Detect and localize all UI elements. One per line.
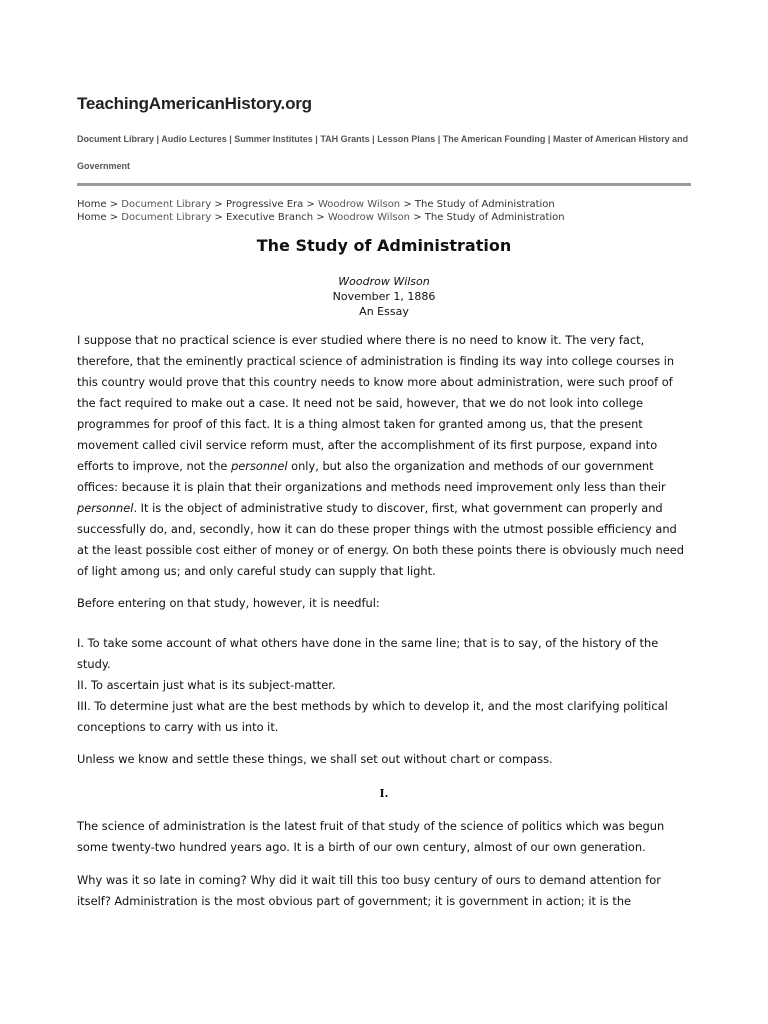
nav-lesson-plans[interactable]: Lesson Plans (377, 134, 436, 144)
breadcrumb-woodrow-wilson[interactable]: Woodrow Wilson (318, 199, 401, 210)
breadcrumb-executive-branch[interactable]: Executive Branch (225, 211, 314, 223)
list-item: III. To determine just what are the best methods by which to develop it, and the most clarifying political conceptions to carry with us into it. (77, 699, 668, 734)
nav-american-founding[interactable]: The American Founding (442, 134, 546, 144)
breadcrumb-document-library[interactable]: Document Library (121, 199, 212, 210)
paragraph: I suppose that no practical science is ever studied where there is no need to know it. The very fact, therefore, that the eminently practical science of administration is finding its way into college courses in this country would prove that this country needs to know more about administration, were such proof of the fact required to make out a case. It need not be said, however, that we do not look into college programmes for proof of this fact. It is a thing almost taken for granted among us, that the present movement called civil service reform must, after the accomplishment of its first purpose, expand into efforts to improve, not the personnel only, but also the organization and methods of our government offices: because it is plain that their organizations and methods need improvement only less than their personnel. It is the object of administrative study to discover, first, what government can properly and successfully do, and, secondly, how it can do these proper things with the utmost possible efficiency and at the least possible cost either of money or of energy. On both these points there is obviously much need of light among us; and only careful study can supply that light. (77, 333, 684, 578)
breadcrumbs (77, 199, 697, 224)
nav-audio-lectures[interactable]: Audio Lectures (161, 134, 227, 144)
outline-list (77, 633, 691, 738)
document-title: The Study of Administration (256, 236, 512, 255)
breadcrumb-progressive-era[interactable]: Progressive Era (225, 199, 304, 210)
document-genre: An Essay (359, 305, 409, 318)
document-author: Woodrow Wilson (338, 275, 430, 288)
top-navigation: Document Library | Audio Lectures | Summer Institutes | TAH Grants | Lesson Plans | The American Founding | Master of American History and Government (77, 134, 689, 171)
breadcrumb-document-library[interactable]: Document Library (121, 211, 212, 223)
document-body (77, 330, 691, 912)
list-item: I. To take some account of what others have done in the same line; that is to say, of the history of the study. (77, 636, 659, 671)
breadcrumb-home[interactable]: Home (77, 199, 107, 210)
breadcrumb-current: The Study of Administration (414, 199, 555, 210)
breadcrumb-current: The Study of Administration (424, 211, 565, 223)
document-date: November 1, 1886 (332, 290, 436, 303)
site-title[interactable]: TeachingAmericanHistory.org (77, 94, 312, 113)
paragraph: Why was it so late in coming? Why did it wait till this too busy century of ours to demand attention for itself? Administration is the most obvious part of government; it is government in action; it is the (77, 873, 661, 908)
breadcrumb-home[interactable]: Home (77, 211, 107, 223)
nav-tah-grants[interactable]: TAH Grants (320, 134, 370, 144)
section-heading: I. (379, 787, 389, 800)
list-item: II. To ascertain just what is its subject-matter. (77, 678, 336, 692)
paragraph: Before entering on that study, however, it is needful: (77, 596, 380, 610)
nav-summer-institutes[interactable]: Summer Institutes (234, 134, 313, 144)
paragraph: Unless we know and settle these things, we shall set out without chart or compass. (77, 752, 553, 766)
header-divider (77, 183, 691, 186)
document-meta (77, 274, 691, 319)
paragraph: The science of administration is the latest fruit of that study of the science of politics which was begun some twenty-two hundred years ago. It is a birth of our own century, almost of our own generation. (77, 819, 665, 854)
breadcrumb: Home > Document Library > Progressive Era > Woodrow Wilson > The Study of Administration (77, 199, 555, 210)
nav-document-library[interactable]: Document Library (77, 134, 155, 144)
breadcrumb: Home > Document Library > Executive Branch > Woodrow Wilson > The Study of Administration (77, 211, 565, 223)
breadcrumb-woodrow-wilson[interactable]: Woodrow Wilson (327, 211, 411, 223)
nav-master-american-history[interactable]: Master of American History and Government (77, 134, 689, 171)
